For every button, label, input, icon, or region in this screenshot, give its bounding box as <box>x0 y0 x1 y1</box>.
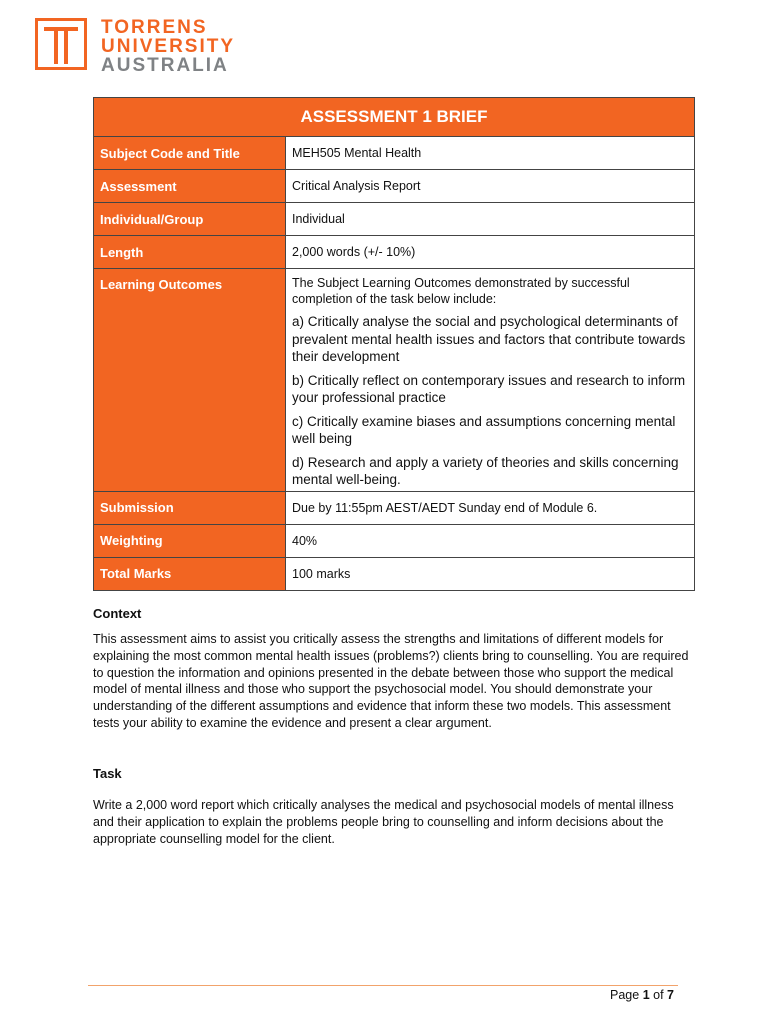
logo-wordmark <box>101 18 235 75</box>
task-section <box>93 766 693 847</box>
row-label: Length <box>94 236 286 269</box>
learning-outcomes-intro: The Subject Learning Outcomes demonstrated by successful completion of the task below include: <box>292 276 630 306</box>
page-number <box>610 988 674 1002</box>
row-value: MEH505 Mental Health <box>286 137 695 170</box>
page-word: Page <box>610 988 640 1002</box>
row-label: Weighting <box>94 524 286 557</box>
row-label: Subject Code and Title <box>94 137 286 170</box>
context-heading: Context <box>93 606 142 621</box>
learning-outcome-item: a) Critically analyse the social and psychological determinants of prevalent mental health issues and factors that contribute towards their development <box>292 314 686 364</box>
logo-line-3: AUSTRALIA <box>101 55 229 76</box>
context-body: This assessment aims to assist you critically assess the strengths and limitations of different models for explaining the most common mental health issues (problems?) clients bring to counselling. You are required to question the information and opinions presented in the debate between those who support the medical model of mental illness and those who support the psychosocial model. You should demonstrate your understanding of the different assumptions and evidence that inform these two models. This assessment tests your ability to examine the evidence and present a clear argument. <box>93 632 689 730</box>
context-section <box>93 606 693 732</box>
row-label: Submission <box>94 491 286 524</box>
task-heading: Task <box>93 766 122 781</box>
learning-outcomes-label: Learning Outcomes <box>94 269 286 492</box>
learning-outcome-item: c) Critically examine biases and assumptions concerning mental well being <box>292 413 676 446</box>
learning-outcomes-row <box>94 269 695 492</box>
table-row <box>94 137 695 170</box>
row-value: Individual <box>286 203 695 236</box>
logo-line-2: UNIVERSITY <box>101 36 236 57</box>
table-row <box>94 524 695 557</box>
table-row <box>94 491 695 524</box>
row-label: Total Marks <box>94 557 286 590</box>
learning-outcome-item: b) Critically reflect on contemporary issues and research to inform your professional practice <box>292 372 686 405</box>
learning-outcome-item: d) Research and apply a variety of theories and skills concerning mental well-being. <box>292 454 679 487</box>
row-value: 100 marks <box>286 557 695 590</box>
table-row <box>94 203 695 236</box>
of-word: of <box>653 988 664 1002</box>
logo-mark-icon <box>35 18 87 70</box>
task-body: Write a 2,000 word report which critically analyses the medical and psychosocial models of mental illness and their application to explain the problems people bring to counselling and inform decisions about the appropriate counselling model for the client. <box>93 798 674 846</box>
table-row <box>94 170 695 203</box>
brief-title: ASSESSMENT 1 BRIEF <box>94 98 695 137</box>
row-label: Individual/Group <box>94 203 286 236</box>
learning-outcomes-value <box>286 269 695 492</box>
footer-divider <box>88 985 678 986</box>
logo-line-1: TORRENS <box>101 17 208 38</box>
assessment-brief-table <box>93 97 695 591</box>
page-total: 7 <box>667 988 674 1002</box>
table-row <box>94 236 695 269</box>
row-value: Critical Analysis Report <box>286 170 695 203</box>
row-value: Due by 11:55pm AEST/AEDT Sunday end of Module 6. <box>286 491 695 524</box>
row-label: Assessment <box>94 170 286 203</box>
row-value: 40% <box>286 524 695 557</box>
page-current: 1 <box>642 988 650 1002</box>
row-value: 2,000 words (+/- 10%) <box>286 236 695 269</box>
table-row <box>94 557 695 590</box>
